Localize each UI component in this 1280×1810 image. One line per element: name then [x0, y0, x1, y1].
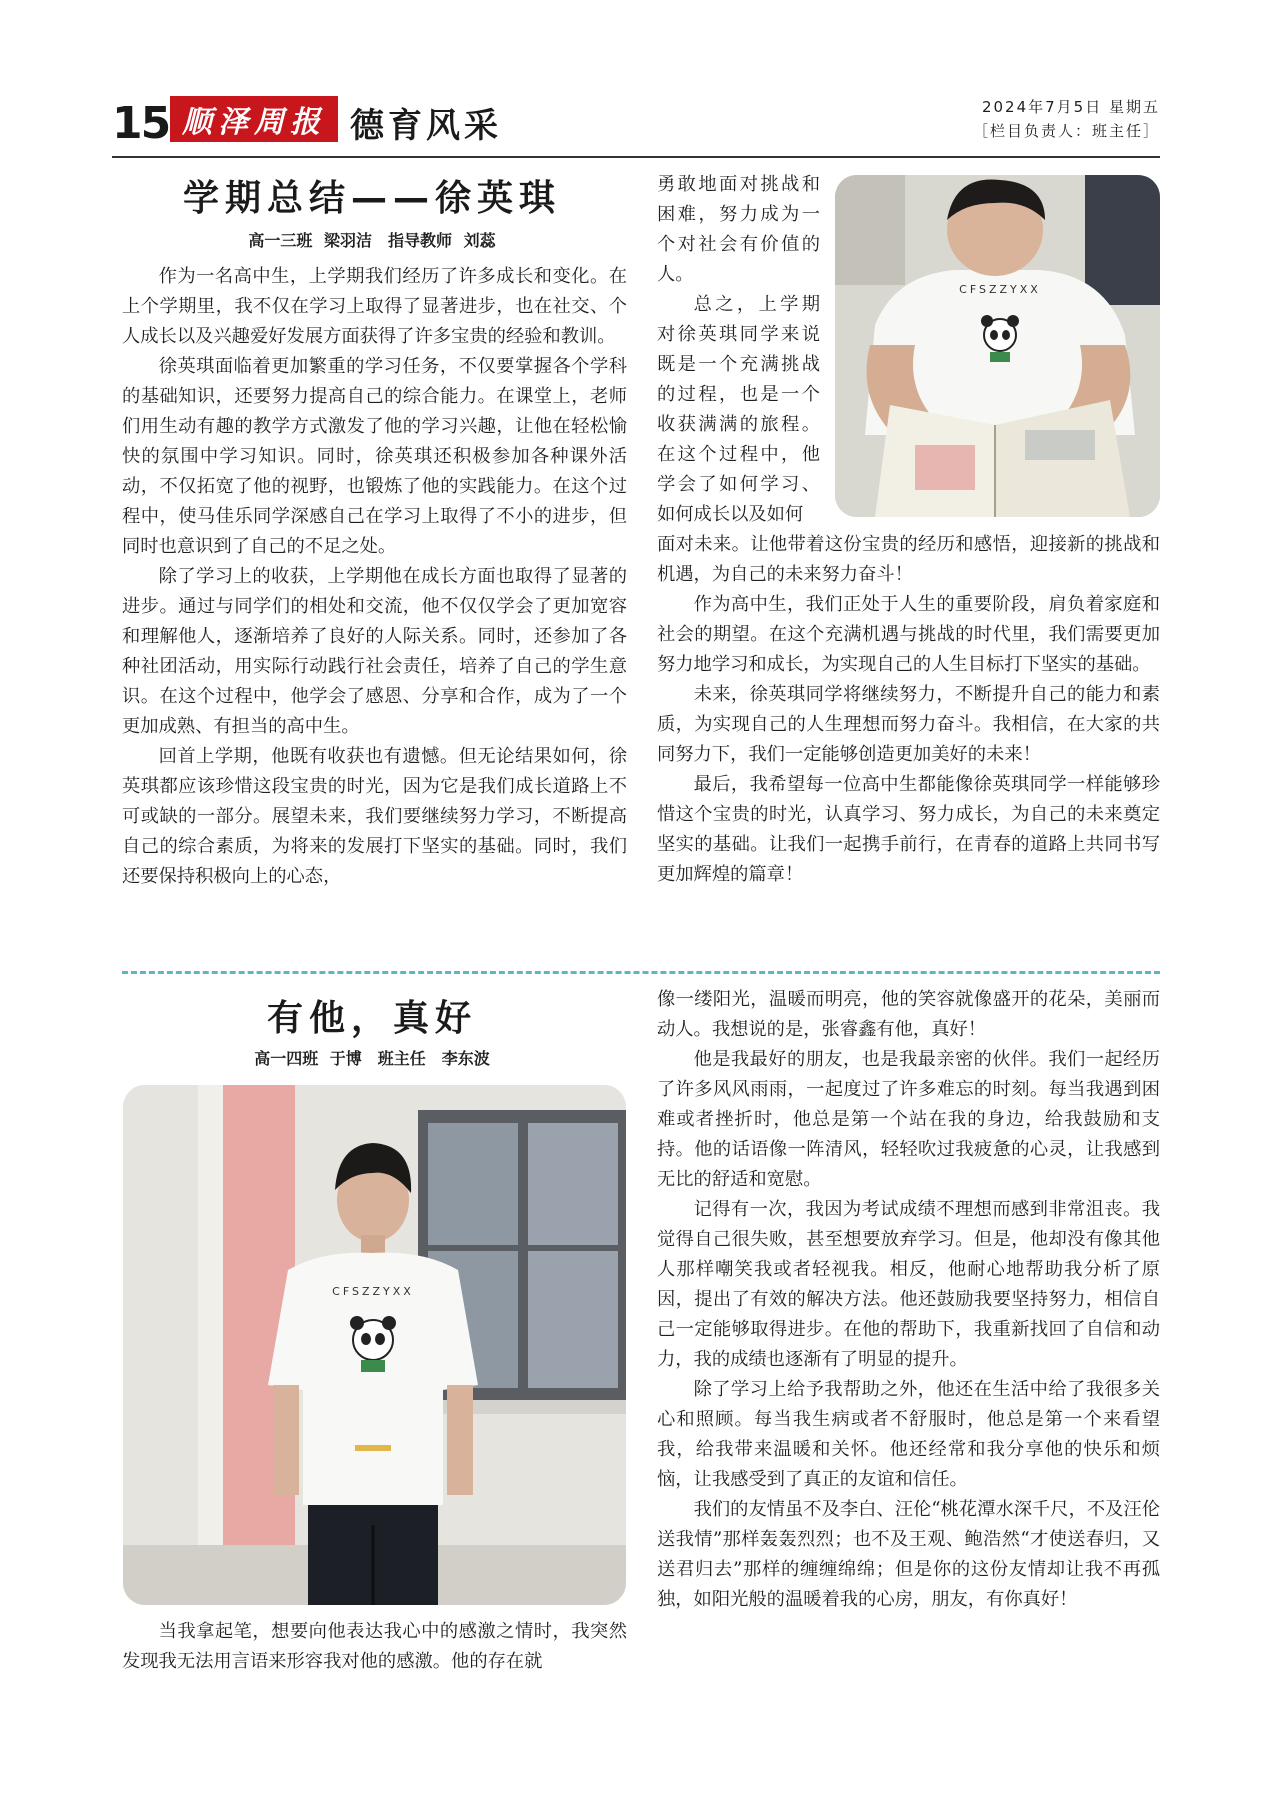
paragraph: 未来，徐英琪同学将继续努力，不断提升自己的能力和素质，为实现自己的人生理想而努力奋斗。我相信，在大家的共同努力下，我们一定能够创造更加美好的未来！ [657, 684, 1160, 765]
article-divider [122, 971, 1160, 974]
paragraph: 作为高中生，我们正处于人生的重要阶段，肩负着家庭和社会的期望。在这个充满机遇与挑战的时代里，我们需要更加努力地学习和成长，为实现自己的人生目标打下坚实的基础。 [657, 594, 1160, 675]
newspaper-masthead: 顺泽周报 [170, 96, 338, 142]
article2-right-column [657, 985, 1160, 1615]
paragraph: 总之，上学期对徐英琪同学来说既是一个充满挑战的过程，也是一个收获满满的旅程。在这个过程中，他学会了如何学习、如何成长以及如何 [657, 294, 820, 525]
article2-byline: 高一四班 于博 班主任 李东波 [254, 1049, 490, 1068]
paragraph: 作为一名高中生，上学期我们经历了许多成长和变化。在上个学期里，我不仅在学习上取得了显著进步，也在社交、个人成长以及兴趣爱好发展方面获得了许多宝贵的经验和教训。 [122, 266, 627, 347]
student-standing-photo [123, 1085, 626, 1605]
article1-title: 学期总结——徐英琪 [182, 178, 561, 219]
paragraph: 回首上学期，他既有收获也有遗憾。但无论结果如何，徐英琪都应该珍惜这段宝贵的时光，因为它是我们成长道路上不可或缺的一部分。展望未来，我们要继续努力学习，不断提高自己的综合素质，为将来的发展打下坚实的基础。同时，我们还要保持积极向上的心态， [122, 746, 627, 887]
paragraph: 他是我最好的朋友，也是我最亲密的伙伴。我们一起经历了许多风风雨雨，一起度过了许多难忘的时刻。每当我遇到困难或者挫折时，他总是第一个站在我的身边，给我鼓励和支持。他的话语像一阵清风，轻轻吹过我疲惫的心灵，让我感到无比的舒适和宽慰。 [657, 1049, 1160, 1190]
column-editor: ［栏目负责人：班主任］ [972, 122, 1160, 140]
article1-right-column [657, 530, 1160, 890]
paragraph: 面对未来。让他带着这份宝贵的经历和感悟，迎接新的挑战和机遇，为自己的未来努力奋斗！ [657, 534, 1160, 585]
paragraph: 我们的友情虽不及李白、汪伦“桃花潭水深千尺，不及汪伦送我情”那样轰轰烈烈；也不及王观、鲍浩然“才使送春归，又送君归去”那样的缠缠绵绵；但是你的这份友情却让我不再孤独，如阳光般的温暖着我的心房，朋友，有你真好！ [657, 1499, 1160, 1610]
paragraph: 最后，我希望每一位高中生都能像徐英琪同学一样能够珍惜这个宝贵的时光，认真学习、努力成长，为自己的未来奠定坚实的基础。让我们一起携手前行，在青春的道路上共同书写更加辉煌的篇章！ [657, 774, 1160, 885]
article2-left-column [122, 1617, 627, 1677]
standing-illustration [123, 1085, 626, 1605]
article1-narrow-column [657, 170, 820, 530]
article1-left-column [122, 262, 627, 892]
reading-illustration [835, 175, 1160, 517]
article2-title: 有他，真好 [266, 998, 477, 1039]
paragraph: 除了学习上的收获，上学期他在成长方面也取得了显著的进步。通过与同学们的相处和交流，他不仅仅学会了更加宽容和理解他人，逐渐培养了良好的人际关系。同时，还参加了各种社团活动，用实际行动践行社会责任，培养了自己的学生意识。在这个过程中，他学会了感恩、分享和合作，成为了一个更加成熟、有担当的高中生。 [122, 566, 627, 737]
article1-byline: 高一三班 梁羽洁 指导教师 刘蕊 [248, 231, 496, 250]
paragraph: 勇敢地面对挑战和困难，努力成为一个对社会有价值的人。 [657, 174, 820, 285]
paragraph: 当我拿起笔，想要向他表达我心中的感激之情时，我突然发现我无法用言语来形容我对他的感激。他的存在就 [122, 1621, 627, 1672]
paragraph: 徐英琪面临着更加繁重的学习任务，不仅要掌握各个学科的基础知识，还要努力提高自己的综合能力。在课堂上，老师们用生动有趣的教学方式激发了他的学习兴趣，让他在轻松愉快的氛围中学习知识。同时，徐英琪还积极参加各种课外活动，不仅拓宽了他的视野，也锻炼了他的实践能力。在这个过程中，使马佳乐同学深感自己在学习上取得了不小的进步，但同时也意识到了自己的不足之处。 [122, 356, 627, 557]
paragraph: 记得有一次，我因为考试成绩不理想而感到非常沮丧。我觉得自己很失败，甚至想要放弃学习。但是，他却没有像其他人那样嘲笑我或者轻视我。相反，他耐心地帮助我分析了原因，提出了有效的解决方法。他还鼓励我要坚持努力，相信自己一定能够取得进步。在他的帮助下，我重新找回了自信和动力，我的成绩也逐渐有了明显的提升。 [657, 1199, 1160, 1370]
page-header [112, 96, 1160, 158]
paragraph: 像一缕阳光，温暖而明亮，他的笑容就像盛开的花朵，美丽而动人。我想说的是，张睿鑫有他，真好！ [657, 989, 1160, 1040]
issue-date: 2024年7月5日 星期五 [981, 98, 1160, 116]
shirt-text: CFSZZYXX [332, 1285, 414, 1298]
student-reading-photo [835, 175, 1160, 517]
paragraph: 除了学习上给予我帮助之外，他还在生活中给了我很多关心和照顾。每当我生病或者不舒服时，他总是第一个来看望我，给我带来温暖和关怀。他还经常和我分享他的快乐和烦恼，让我感受到了真正的友谊和信任。 [657, 1379, 1160, 1490]
section-title: 德育风采 [350, 106, 502, 146]
page-number: 15 [112, 98, 170, 149]
shirt-text: CFSZZYXX [959, 283, 1041, 296]
